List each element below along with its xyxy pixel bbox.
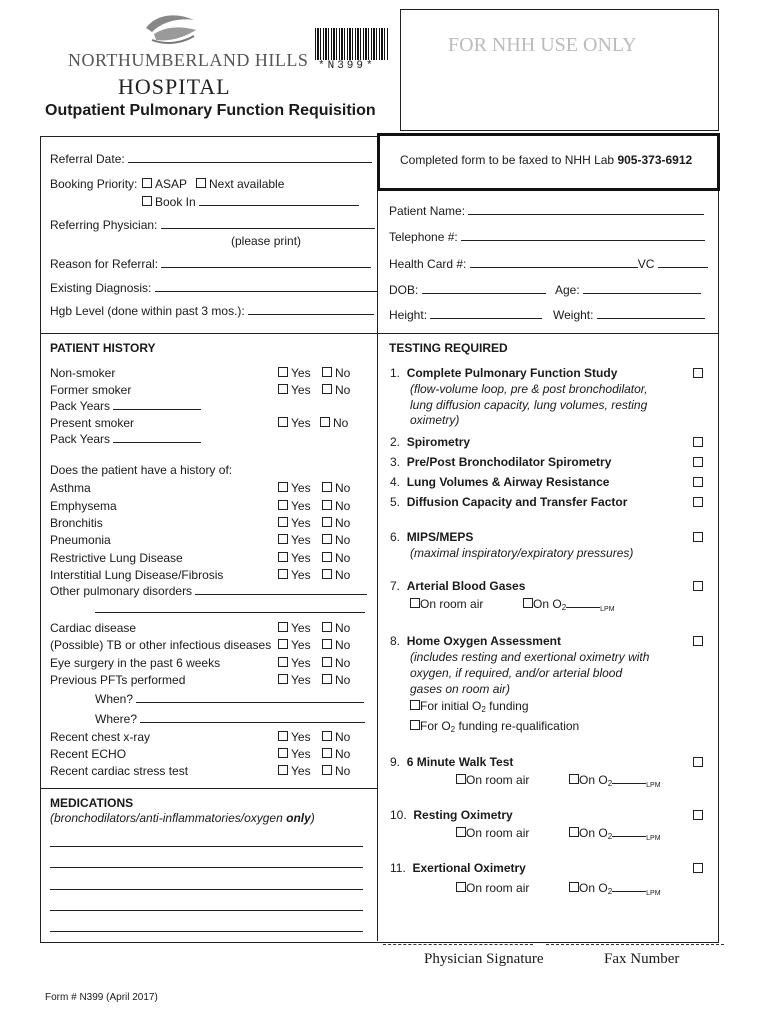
on-o2-checkbox[interactable]: On $O_2$ $_{LPM}$ bbox=[523, 597, 615, 613]
other-pulmonary-field[interactable]: Other pulmonary disorders bbox=[50, 584, 367, 598]
test-2: 2. Spirometry bbox=[390, 435, 471, 449]
yes-checkbox[interactable]: Yes bbox=[278, 551, 311, 565]
cardiac-label: Cardiac disease bbox=[50, 621, 137, 635]
medication-line[interactable] bbox=[50, 889, 363, 890]
book-in-checkbox[interactable]: Book In bbox=[142, 195, 359, 209]
column-divider bbox=[377, 136, 378, 941]
patient-history-title: PATIENT HISTORY bbox=[50, 341, 156, 355]
referral-date-field[interactable]: Referral Date: bbox=[50, 152, 372, 166]
asap-checkbox[interactable]: ASAP bbox=[142, 177, 187, 191]
former-smoker-label: Former smoker bbox=[50, 383, 132, 397]
no-checkbox[interactable]: No bbox=[322, 568, 350, 582]
form-number: Form # N399 (April 2017) bbox=[45, 992, 158, 1003]
weight-field[interactable]: Weight: bbox=[553, 308, 705, 322]
previous-pfts-label: Previous PFTs performed bbox=[50, 673, 186, 687]
existing-diagnosis-field[interactable]: Existing Diagnosis: bbox=[50, 281, 377, 295]
barcode bbox=[315, 28, 389, 60]
no-checkbox[interactable]: No bbox=[322, 499, 350, 513]
medication-line[interactable] bbox=[50, 867, 363, 868]
yes-checkbox[interactable]: Yes bbox=[278, 499, 311, 513]
org-name: NORTHUMBERLAND HILLS bbox=[68, 50, 309, 70]
no-checkbox[interactable]: No bbox=[322, 366, 350, 380]
yes-checkbox[interactable]: Yes bbox=[278, 638, 311, 652]
test-1-checkbox[interactable] bbox=[693, 368, 703, 378]
test-10: 10. Resting Oximetry bbox=[390, 808, 513, 822]
yes-checkbox[interactable]: Yes bbox=[278, 673, 311, 687]
test-10-checkbox[interactable] bbox=[693, 810, 703, 820]
test-3-checkbox[interactable] bbox=[693, 457, 703, 467]
on-o2-checkbox[interactable]: On $O_2$ $_{LPM}$ bbox=[569, 826, 661, 842]
test-7-checkbox[interactable] bbox=[693, 581, 703, 591]
medications-note: (bronchodilators/anti-inflammatories/oxygen only) bbox=[50, 811, 315, 825]
yes-checkbox[interactable]: Yes bbox=[278, 516, 311, 530]
interstitial-label: Interstitial Lung Disease/Fibrosis bbox=[50, 568, 224, 582]
eye-surgery-label: Eye surgery in the past 6 weeks bbox=[50, 656, 221, 670]
no-checkbox[interactable]: No bbox=[322, 516, 350, 530]
yes-checkbox[interactable]: Yes bbox=[278, 366, 311, 380]
next-available-checkbox[interactable]: Next available bbox=[196, 177, 284, 191]
yes-checkbox[interactable]: Yes bbox=[278, 383, 311, 397]
o2-requalification-checkbox[interactable]: For $O_2$ funding re-qualification bbox=[410, 719, 579, 734]
no-checkbox[interactable]: No bbox=[322, 383, 350, 397]
room-air-checkbox[interactable]: On room air bbox=[456, 826, 529, 840]
test-2-checkbox[interactable] bbox=[693, 437, 703, 447]
physician-signature-label: Physician Signature bbox=[424, 951, 544, 967]
dob-field[interactable]: DOB: bbox=[389, 283, 546, 297]
medications-title: MEDICATIONS bbox=[50, 796, 134, 810]
test-5-checkbox[interactable] bbox=[693, 497, 703, 507]
age-field[interactable]: Age: bbox=[555, 283, 701, 297]
medication-line[interactable] bbox=[50, 931, 363, 932]
test-4: 4. Lung Volumes & Airway Resistance bbox=[390, 475, 610, 489]
telephone-field[interactable]: Telephone #: bbox=[389, 230, 705, 244]
room-air-checkbox[interactable]: On room air bbox=[410, 597, 483, 611]
restrictive-label: Restrictive Lung Disease bbox=[50, 551, 183, 565]
when-field[interactable]: When? bbox=[95, 692, 364, 706]
no-checkbox[interactable]: No bbox=[322, 533, 350, 547]
no-checkbox[interactable]: No bbox=[322, 656, 350, 670]
pack-years-field[interactable]: Pack Years bbox=[50, 399, 201, 413]
fax-number-label: Fax Number bbox=[604, 951, 680, 967]
pack-years-field[interactable]: Pack Years bbox=[50, 432, 201, 446]
history-question: Does the patient have a history of: bbox=[50, 463, 233, 477]
no-checkbox[interactable]: No bbox=[320, 416, 348, 430]
reason-for-referral-field[interactable]: Reason for Referral: bbox=[50, 257, 371, 271]
yes-checkbox[interactable]: Yes bbox=[278, 621, 311, 635]
no-checkbox[interactable]: No bbox=[322, 481, 350, 495]
no-checkbox[interactable]: No bbox=[322, 673, 350, 687]
hospital-logo-icon bbox=[142, 10, 202, 44]
other-pulmonary-line[interactable] bbox=[95, 612, 365, 613]
tb-label: (Possible) TB or other infectious diseases bbox=[50, 638, 272, 652]
test-9: 9. 6 Minute Walk Test bbox=[390, 755, 514, 769]
no-checkbox[interactable]: No bbox=[322, 621, 350, 635]
please-print-note: (please print) bbox=[231, 234, 302, 248]
pneumonia-label: Pneumonia bbox=[50, 533, 111, 547]
test-1-desc: lung diffusion capacity, lung volumes, resting bbox=[410, 398, 648, 412]
test-1-desc: oximetry) bbox=[410, 413, 460, 427]
section-divider bbox=[40, 333, 718, 334]
referring-physician-field[interactable]: Referring Physician: bbox=[50, 218, 375, 232]
bronchitis-label: Bronchitis bbox=[50, 516, 103, 530]
yes-checkbox[interactable]: Yes bbox=[278, 747, 311, 761]
test-8-desc: gases on room air) bbox=[410, 682, 511, 696]
room-air-checkbox[interactable]: On room air bbox=[456, 881, 529, 895]
present-smoker-label: Present smoker bbox=[50, 416, 135, 430]
no-checkbox[interactable]: No bbox=[322, 638, 350, 652]
room-air-checkbox[interactable]: On room air bbox=[456, 773, 529, 787]
on-o2-checkbox[interactable]: On $O_2$ $_{LPM}$ bbox=[569, 881, 661, 897]
echo-label: Recent ECHO bbox=[50, 747, 127, 761]
test-8-desc: (includes resting and exertional oximetry with bbox=[410, 650, 650, 664]
initial-o2-funding-checkbox[interactable]: For initial $O_2$ funding bbox=[410, 699, 529, 714]
hgb-level-field[interactable]: Hgb Level (done within past 3 mos.): bbox=[50, 304, 374, 318]
test-8: 8. Home Oxygen Assessment bbox=[390, 634, 561, 648]
no-checkbox[interactable]: No bbox=[322, 730, 350, 744]
test-1: 1. Complete Pulmonary Function Study bbox=[390, 366, 618, 380]
test-9-checkbox[interactable] bbox=[693, 757, 703, 767]
yes-checkbox[interactable]: Yes bbox=[278, 568, 311, 582]
test-8-desc: oxygen, if required, and/or arterial blood bbox=[410, 666, 623, 680]
no-checkbox[interactable]: No bbox=[322, 764, 350, 778]
test-8-checkbox[interactable] bbox=[693, 636, 703, 646]
test-1-desc: (flow-volume loop, pre & post bronchodilator, bbox=[410, 382, 648, 396]
stress-test-label: Recent cardiac stress test bbox=[50, 764, 189, 778]
test-3: 3. Pre/Post Bronchodilator Spirometry bbox=[390, 455, 612, 469]
booking-priority-label: Booking Priority: bbox=[50, 177, 138, 191]
height-field[interactable]: Height: bbox=[389, 308, 542, 322]
test-4-checkbox[interactable] bbox=[693, 477, 703, 487]
no-checkbox[interactable]: No bbox=[322, 747, 350, 761]
medication-line[interactable] bbox=[50, 846, 363, 847]
no-checkbox[interactable]: No bbox=[322, 551, 350, 565]
on-o2-checkbox[interactable]: On $O_2$ $_{LPM}$ bbox=[569, 773, 661, 789]
non-smoker-label: Non-smoker bbox=[50, 366, 116, 380]
testing-required-title: TESTING REQUIRED bbox=[389, 341, 508, 355]
signature-line[interactable] bbox=[383, 944, 533, 945]
yes-checkbox[interactable]: Yes bbox=[278, 656, 311, 670]
test-11-checkbox[interactable] bbox=[693, 863, 703, 873]
health-card-field[interactable]: Health Card #: VC bbox=[389, 257, 708, 271]
fax-number-line[interactable] bbox=[546, 944, 724, 945]
yes-checkbox[interactable]: Yes bbox=[278, 481, 311, 495]
test-6-checkbox[interactable] bbox=[693, 532, 703, 542]
yes-checkbox[interactable]: Yes bbox=[278, 730, 311, 744]
nhh-use-label: FOR NHH USE ONLY bbox=[448, 34, 637, 56]
patient-name-field[interactable]: Patient Name: bbox=[389, 204, 704, 218]
fax-instruction: Completed form to be faxed to NHH Lab 905-373-6912 bbox=[400, 153, 693, 167]
where-field[interactable]: Where? bbox=[95, 712, 365, 726]
yes-checkbox[interactable]: Yes bbox=[278, 416, 311, 430]
test-6: 6. MIPS/MEPS bbox=[390, 530, 474, 544]
test-6-desc: (maximal inspiratory/expiratory pressures) bbox=[410, 546, 634, 560]
org-type: HOSPITAL bbox=[118, 74, 231, 99]
test-5: 5. Diffusion Capacity and Transfer Factor bbox=[390, 495, 628, 509]
yes-checkbox[interactable]: Yes bbox=[278, 764, 311, 778]
asthma-label: Asthma bbox=[50, 481, 91, 495]
chest-xray-label: Recent chest x-ray bbox=[50, 730, 151, 744]
nhh-use-box bbox=[400, 9, 719, 131]
medications-divider bbox=[40, 788, 378, 789]
barcode-text: *N399* bbox=[318, 60, 376, 72]
test-11: 11. Exertional Oximetry bbox=[390, 861, 526, 875]
yes-checkbox[interactable]: Yes bbox=[278, 533, 311, 547]
medication-line[interactable] bbox=[50, 910, 363, 911]
form-title: Outpatient Pulmonary Function Requisition bbox=[45, 102, 376, 119]
test-7: 7. Arterial Blood Gases bbox=[390, 579, 526, 593]
emphysema-label: Emphysema bbox=[50, 499, 117, 513]
